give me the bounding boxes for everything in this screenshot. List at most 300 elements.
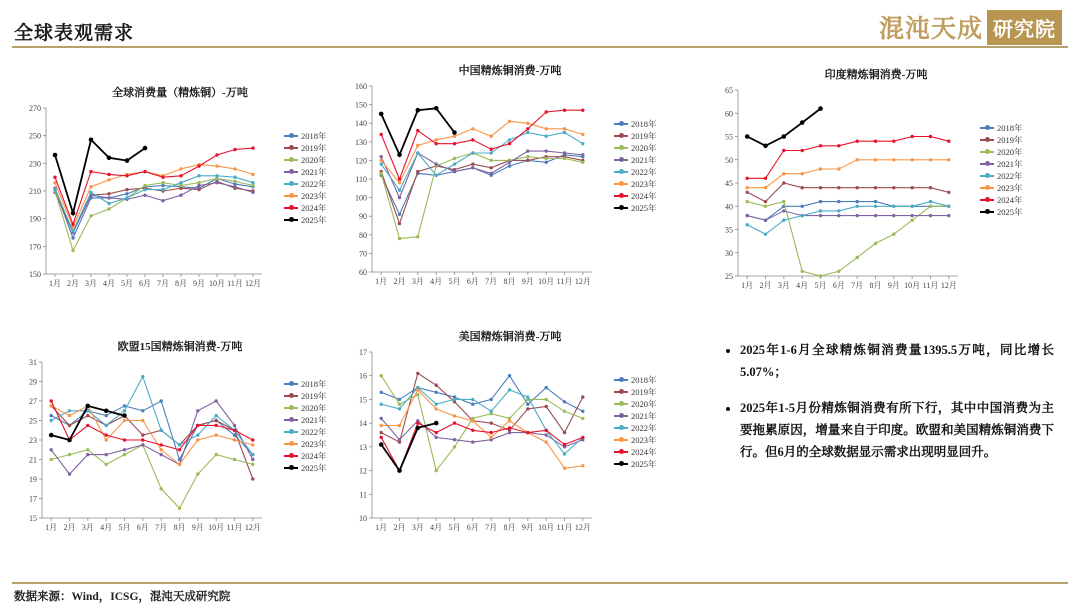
- series-point: [545, 429, 548, 432]
- legend-label: 2022年: [631, 422, 657, 433]
- series-point: [581, 395, 584, 398]
- svg-text:23: 23: [29, 436, 37, 445]
- svg-text:29: 29: [29, 377, 37, 387]
- company-logo: [826, 6, 1062, 48]
- legend-label: 2024年: [631, 446, 657, 457]
- series-point: [453, 162, 456, 165]
- svg-text:1月: 1月: [741, 281, 754, 290]
- svg-text:30: 30: [725, 248, 733, 258]
- series-line: [381, 133, 583, 191]
- series-point: [251, 453, 254, 456]
- series-point: [471, 127, 474, 130]
- legend-swatch-icon: [614, 427, 628, 429]
- series-point: [104, 409, 109, 414]
- series-point: [416, 421, 419, 424]
- svg-text:9月: 9月: [887, 281, 900, 290]
- series-point: [545, 135, 548, 138]
- series-point: [215, 181, 218, 184]
- series-point: [107, 173, 110, 176]
- series-point: [196, 433, 199, 436]
- plot-area: [350, 346, 670, 536]
- series-point: [581, 161, 584, 164]
- svg-text:19: 19: [29, 475, 37, 484]
- series-line: [381, 423, 583, 471]
- series-point: [490, 436, 493, 439]
- series-point: [837, 200, 840, 203]
- svg-text:9月: 9月: [521, 277, 534, 286]
- series-point: [398, 438, 401, 441]
- series-point: [471, 403, 474, 406]
- series-point: [251, 477, 254, 480]
- series-point: [178, 448, 181, 451]
- series-point: [398, 222, 401, 225]
- series-point: [581, 153, 584, 156]
- legend-item[interactable]: [614, 118, 657, 130]
- series-line: [747, 202, 949, 276]
- series-point: [947, 191, 950, 194]
- series-point: [819, 274, 822, 277]
- series-point: [435, 142, 438, 145]
- svg-text:14: 14: [359, 419, 367, 429]
- data-source-label: 数据来源：Wind，ICSG，混沌天成研究院: [14, 591, 231, 603]
- svg-text:11月: 11月: [556, 277, 573, 286]
- series-line: [51, 406, 253, 465]
- legend-item[interactable]: [614, 130, 657, 142]
- legend-item[interactable]: [284, 438, 327, 450]
- svg-text:70: 70: [359, 249, 367, 259]
- svg-text:11: 11: [359, 490, 367, 500]
- legend-item[interactable]: [614, 410, 657, 422]
- legend-item[interactable]: [284, 154, 327, 166]
- legend-item[interactable]: [614, 154, 657, 166]
- plot-area: [350, 80, 670, 290]
- svg-text:150: 150: [355, 100, 367, 110]
- series-point: [490, 172, 493, 175]
- svg-text:12: 12: [359, 466, 367, 476]
- series-point: [160, 487, 163, 490]
- series-point: [107, 196, 110, 199]
- series-point: [453, 157, 456, 160]
- series-point: [581, 464, 584, 467]
- legend-item[interactable]: [614, 190, 657, 202]
- series-point: [143, 194, 146, 197]
- series-point: [471, 429, 474, 432]
- series-point: [233, 176, 236, 179]
- svg-text:8月: 8月: [175, 279, 187, 288]
- series-line: [381, 376, 583, 471]
- svg-text:140: 140: [355, 119, 367, 129]
- series-point: [782, 181, 785, 184]
- series-point: [782, 149, 785, 152]
- series-line: [747, 183, 949, 202]
- series-point: [545, 157, 548, 160]
- chart-legend: [284, 378, 327, 474]
- series-point: [911, 158, 914, 161]
- svg-text:11月: 11月: [227, 279, 243, 288]
- series-point: [160, 399, 163, 402]
- series-point: [563, 431, 566, 434]
- series-point: [453, 445, 456, 448]
- series-point: [398, 403, 401, 406]
- svg-text:120: 120: [355, 156, 367, 166]
- svg-text:65: 65: [725, 86, 733, 95]
- legend-item[interactable]: [614, 398, 657, 410]
- legend-swatch-icon: [614, 463, 628, 465]
- series-point: [764, 233, 767, 236]
- series-point: [251, 146, 254, 149]
- svg-text:35: 35: [725, 225, 733, 235]
- series-point: [508, 120, 511, 123]
- series-point: [123, 448, 126, 451]
- legend-label: 2021年: [301, 414, 327, 425]
- legend-item[interactable]: [980, 182, 1023, 194]
- legend-item[interactable]: [284, 166, 327, 178]
- legend-label: 2019年: [301, 142, 327, 153]
- legend-item[interactable]: [614, 386, 657, 398]
- svg-text:9月: 9月: [521, 523, 534, 532]
- legend-item[interactable]: [614, 178, 657, 190]
- series-point: [837, 209, 840, 212]
- svg-text:17: 17: [359, 348, 367, 357]
- svg-text:2月: 2月: [393, 277, 406, 286]
- legend-item[interactable]: [284, 202, 327, 214]
- series-point: [233, 148, 236, 151]
- series-point: [196, 438, 199, 441]
- series-point: [856, 214, 859, 217]
- series-point: [874, 200, 877, 203]
- svg-text:90: 90: [359, 212, 367, 222]
- series-point: [471, 440, 474, 443]
- series-point: [526, 155, 529, 158]
- legend-label: 2025年: [631, 202, 657, 213]
- series-point: [581, 109, 584, 112]
- series-point: [508, 374, 511, 377]
- series-point: [471, 398, 474, 401]
- series-point: [471, 166, 474, 169]
- legend-swatch-icon: [284, 219, 298, 221]
- series-point: [107, 207, 110, 210]
- series-point: [764, 200, 767, 203]
- legend-item[interactable]: [980, 122, 1023, 134]
- series-point: [856, 186, 859, 189]
- series-point: [141, 438, 144, 441]
- svg-text:4月: 4月: [430, 277, 443, 286]
- svg-text:15: 15: [359, 395, 367, 405]
- legend-swatch-icon: [284, 467, 298, 469]
- svg-text:170: 170: [29, 242, 41, 252]
- series-point: [379, 442, 384, 447]
- svg-text:27: 27: [29, 397, 37, 406]
- legend-item[interactable]: [284, 130, 327, 142]
- svg-text:3月: 3月: [411, 523, 424, 532]
- legend-swatch-icon: [614, 415, 628, 417]
- legend-label: 2025年: [997, 206, 1023, 217]
- series-point: [453, 170, 456, 173]
- series-point: [50, 399, 53, 402]
- svg-text:5月: 5月: [121, 279, 133, 288]
- series-point: [563, 131, 566, 134]
- series-point: [746, 186, 749, 189]
- series-point: [563, 151, 566, 154]
- legend-swatch-icon: [614, 439, 628, 441]
- series-point: [233, 185, 236, 188]
- series-point: [197, 188, 200, 191]
- series-point: [380, 403, 383, 406]
- legend-item[interactable]: [284, 450, 327, 462]
- series-point: [178, 443, 181, 446]
- series-point: [123, 438, 126, 441]
- plot-area: [20, 356, 340, 536]
- chart-svg: [20, 102, 270, 292]
- series-point: [50, 414, 53, 417]
- series-point: [746, 214, 749, 217]
- legend-item[interactable]: [614, 446, 657, 458]
- legend-swatch-icon: [284, 147, 298, 149]
- series-point: [892, 140, 895, 143]
- series-point: [782, 219, 785, 222]
- plot-area: [20, 102, 340, 292]
- series-point: [508, 164, 511, 167]
- legend-item[interactable]: [980, 146, 1023, 158]
- series-point: [125, 188, 128, 191]
- legend-item[interactable]: [614, 458, 657, 470]
- series-point: [764, 177, 767, 180]
- series-point: [745, 134, 750, 139]
- series-point: [123, 419, 126, 422]
- series-point: [746, 223, 749, 226]
- series-point: [545, 149, 548, 152]
- series-point: [947, 205, 950, 208]
- svg-text:10月: 10月: [904, 281, 921, 290]
- logo-text: 混沌天成: [878, 16, 983, 43]
- legend-item[interactable]: [284, 190, 327, 202]
- series-point: [89, 185, 92, 188]
- legend-item[interactable]: [614, 422, 657, 434]
- series-point: [563, 443, 566, 446]
- series-point: [435, 391, 438, 394]
- legend-label: 2020年: [631, 142, 657, 153]
- chart-legend: [980, 122, 1023, 218]
- svg-text:4月: 4月: [100, 523, 113, 532]
- legend-swatch-icon: [284, 135, 298, 137]
- legend-item[interactable]: [980, 194, 1023, 206]
- series-point: [416, 388, 419, 391]
- series-point: [764, 186, 767, 189]
- series-point: [215, 453, 218, 456]
- series-point: [892, 186, 895, 189]
- series-point: [141, 419, 144, 422]
- series-point: [563, 157, 566, 160]
- series-point: [380, 374, 383, 377]
- series-point: [526, 431, 529, 434]
- series-point: [89, 138, 94, 143]
- legend-item[interactable]: [284, 142, 327, 154]
- series-point: [435, 138, 438, 141]
- series-point: [89, 170, 92, 173]
- series-point: [453, 421, 456, 424]
- series-point: [837, 167, 840, 170]
- series-point: [434, 106, 439, 111]
- svg-text:100: 100: [355, 193, 367, 203]
- series-point: [856, 158, 859, 161]
- svg-text:10月: 10月: [538, 523, 555, 532]
- series-point: [380, 417, 383, 420]
- legend-item[interactable]: [284, 390, 327, 402]
- legend-label: 2024年: [631, 190, 657, 201]
- series-line: [747, 160, 949, 188]
- svg-text:10月: 10月: [538, 277, 555, 286]
- series-point: [178, 507, 181, 510]
- series-point: [563, 127, 566, 130]
- series-point: [581, 142, 584, 145]
- svg-text:10月: 10月: [209, 279, 225, 288]
- legend-item[interactable]: [980, 170, 1023, 182]
- legend-item[interactable]: [284, 378, 327, 390]
- series-point: [856, 200, 859, 203]
- series-point: [471, 151, 474, 154]
- series-point: [746, 191, 749, 194]
- series-point: [398, 407, 401, 410]
- series-point: [179, 181, 182, 184]
- series-point: [398, 424, 401, 427]
- legend-swatch-icon: [284, 407, 298, 409]
- svg-text:11月: 11月: [226, 523, 243, 532]
- svg-text:11月: 11月: [922, 281, 939, 290]
- legend-item[interactable]: [614, 142, 657, 154]
- legend-label: 2023年: [631, 434, 657, 445]
- series-point: [179, 174, 182, 177]
- series-point: [892, 214, 895, 217]
- series-point: [545, 127, 548, 130]
- series-point: [416, 235, 419, 238]
- legend-swatch-icon: [614, 451, 628, 453]
- series-point: [563, 452, 566, 455]
- svg-text:11月: 11月: [556, 523, 573, 532]
- legend-label: 2025年: [301, 462, 327, 473]
- series-point: [545, 405, 548, 408]
- legend-item[interactable]: [284, 462, 327, 474]
- series-point: [545, 398, 548, 401]
- series-point: [380, 159, 383, 162]
- legend-swatch-icon: [284, 419, 298, 421]
- series-point: [107, 202, 110, 205]
- legend-item[interactable]: [980, 158, 1023, 170]
- series-point: [125, 192, 128, 195]
- legend-item[interactable]: [614, 434, 657, 446]
- legend-label: 2018年: [631, 118, 657, 129]
- series-point: [874, 186, 877, 189]
- series-point: [141, 375, 144, 378]
- series-point: [160, 448, 163, 451]
- series-point: [86, 424, 89, 427]
- series-point: [874, 158, 877, 161]
- legend-label: 2020年: [997, 146, 1023, 157]
- series-point: [71, 249, 74, 252]
- legend-item[interactable]: [284, 414, 327, 426]
- series-point: [380, 431, 383, 434]
- legend-label: 2022年: [631, 166, 657, 177]
- legend-item[interactable]: [284, 402, 327, 414]
- series-point: [490, 151, 493, 154]
- series-point: [105, 414, 108, 417]
- legend-item[interactable]: [284, 426, 327, 438]
- series-point: [197, 174, 200, 177]
- svg-text:12月: 12月: [574, 523, 591, 532]
- legend-item[interactable]: [980, 134, 1023, 146]
- svg-text:12月: 12月: [940, 281, 957, 290]
- series-point: [215, 433, 218, 436]
- svg-text:60: 60: [359, 268, 367, 277]
- chart-title: 欧盟15国精炼铜消费-万吨: [117, 341, 243, 353]
- series-point: [435, 407, 438, 410]
- legend-swatch-icon: [284, 395, 298, 397]
- series-point: [801, 149, 804, 152]
- legend-item[interactable]: [614, 166, 657, 178]
- legend-label: 2018年: [997, 122, 1023, 133]
- legend-label: 2023年: [301, 190, 327, 201]
- series-point: [508, 419, 511, 422]
- legend-label: 2020年: [301, 402, 327, 413]
- series-point: [929, 200, 932, 203]
- series-point: [143, 188, 146, 191]
- legend-swatch-icon: [614, 171, 628, 173]
- chart-title: 中国精炼铜消费-万吨: [458, 65, 562, 77]
- svg-text:1月: 1月: [375, 277, 388, 286]
- series-point: [819, 167, 822, 170]
- series-point: [471, 138, 474, 141]
- series-point: [197, 184, 200, 187]
- legend-swatch-icon: [980, 139, 994, 141]
- legend-item[interactable]: [284, 178, 327, 190]
- series-point: [545, 440, 548, 443]
- svg-text:110: 110: [355, 175, 367, 184]
- svg-text:50: 50: [725, 155, 733, 165]
- legend-swatch-icon: [980, 127, 994, 129]
- series-point: [856, 140, 859, 143]
- series-point: [107, 156, 112, 161]
- legend-label: 2025年: [631, 458, 657, 469]
- legend-item[interactable]: [980, 206, 1023, 218]
- series-point: [856, 205, 859, 208]
- series-line: [381, 155, 583, 215]
- series-point: [452, 130, 457, 135]
- series-point: [179, 167, 182, 170]
- legend-label: 2018年: [301, 130, 327, 141]
- series-point: [105, 433, 108, 436]
- legend-item[interactable]: [614, 202, 657, 214]
- page-title: 全球表观需求: [14, 23, 135, 44]
- series-point: [197, 164, 200, 167]
- svg-text:160: 160: [355, 82, 367, 91]
- series-point: [178, 463, 181, 466]
- legend-swatch-icon: [980, 199, 994, 201]
- series-point: [892, 158, 895, 161]
- legend-item[interactable]: [614, 374, 657, 386]
- series-point: [782, 134, 787, 139]
- legend-swatch-icon: [284, 455, 298, 457]
- series-point: [233, 458, 236, 461]
- series-point: [89, 191, 92, 194]
- series-point: [251, 443, 254, 446]
- series-point: [416, 372, 419, 375]
- series-point: [143, 170, 146, 173]
- series-point: [50, 419, 53, 422]
- legend-item[interactable]: [284, 214, 327, 226]
- legend-swatch-icon: [980, 151, 994, 153]
- svg-text:3月: 3月: [81, 523, 94, 532]
- svg-text:6月: 6月: [466, 277, 479, 286]
- series-point: [215, 174, 218, 177]
